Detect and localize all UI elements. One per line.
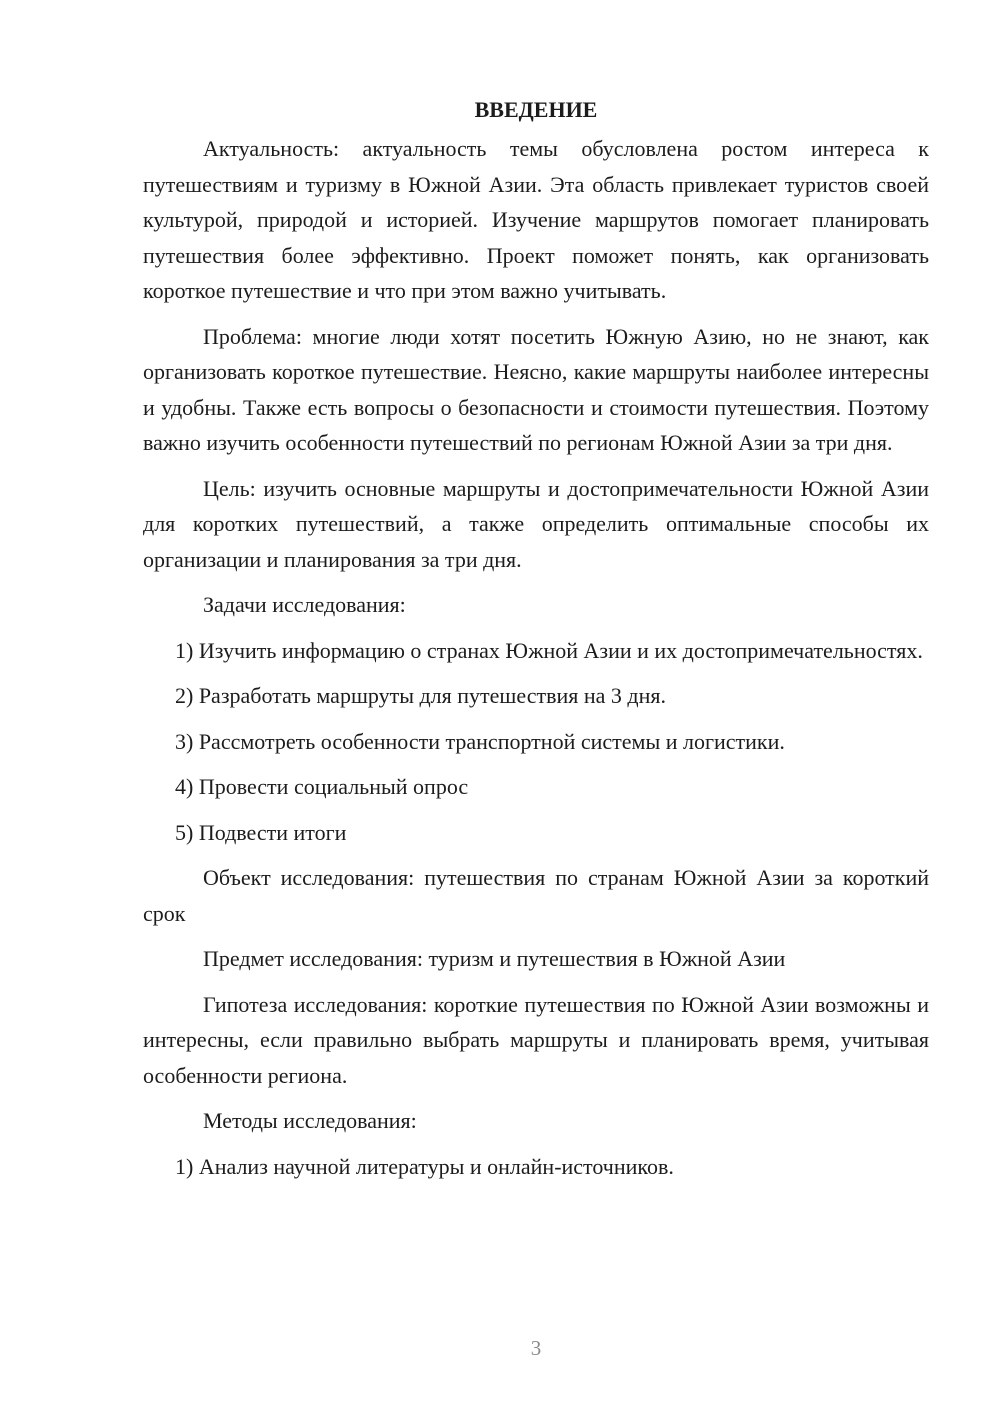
task-item: 3) Рассмотреть особенности транспортной системы и логистики. — [175, 728, 785, 754]
object-paragraph: Объект исследования: путешествия по странам Южной Азии за короткий срок — [143, 865, 929, 926]
subject-paragraph: Предмет исследования: туризм и путешествия в Южной Азии — [203, 946, 786, 971]
relevance-paragraph: Актуальность: актуальность темы обусловлена ростом интереса к путешествиям и туризму в Южной Азии. Эта область привлекает туристов своей культурой, природой и историей. Изучение маршрутов помогает планировать путешествия более эффективно. Проект поможет понять, как организовать короткое путешествие и что при этом важно учитывать. — [143, 136, 929, 303]
problem-paragraph: Проблема: многие люди хотят посетить Южную Азию, но не знают, как организовать короткое путешествие. Неясно, какие маршруты наиболее интересны и удобны. Также есть вопросы о безопасности и стоимости путешествия. Поэтому важно изучить особенности путешествий по регионам Южной Азии за три дня. — [143, 323, 929, 455]
methods-heading: Методы исследования: — [203, 1108, 417, 1133]
tasks-heading: Задачи исследования: — [203, 592, 406, 617]
section-title: ВВЕДЕНИЕ — [474, 97, 598, 122]
page-number: 3 — [530, 1336, 542, 1360]
task-item: 5) Подвести итоги — [175, 819, 347, 845]
page-content — [143, 92, 929, 1194]
task-item: 1) Изучить информацию о странах Южной Азии и их достопримечательностях. — [175, 637, 923, 663]
method-item: 1) Анализ научной литературы и онлайн-источников. — [175, 1153, 674, 1179]
task-item: 2) Разработать маршруты для путешествия на 3 дня. — [175, 683, 666, 708]
goal-paragraph: Цель: изучить основные маршруты и достопримечательности Южной Азии для коротких путешествий, а также определить оптимальные способы их организации и планирования за три дня. — [143, 475, 929, 572]
hypothesis-paragraph: Гипотеза исследования: короткие путешествия по Южной Азии возможны и интересны, если правильно выбрать маршруты и планировать время, учитывая особенности региона. — [143, 991, 929, 1088]
task-item: 4) Провести социальный опрос — [175, 774, 469, 799]
